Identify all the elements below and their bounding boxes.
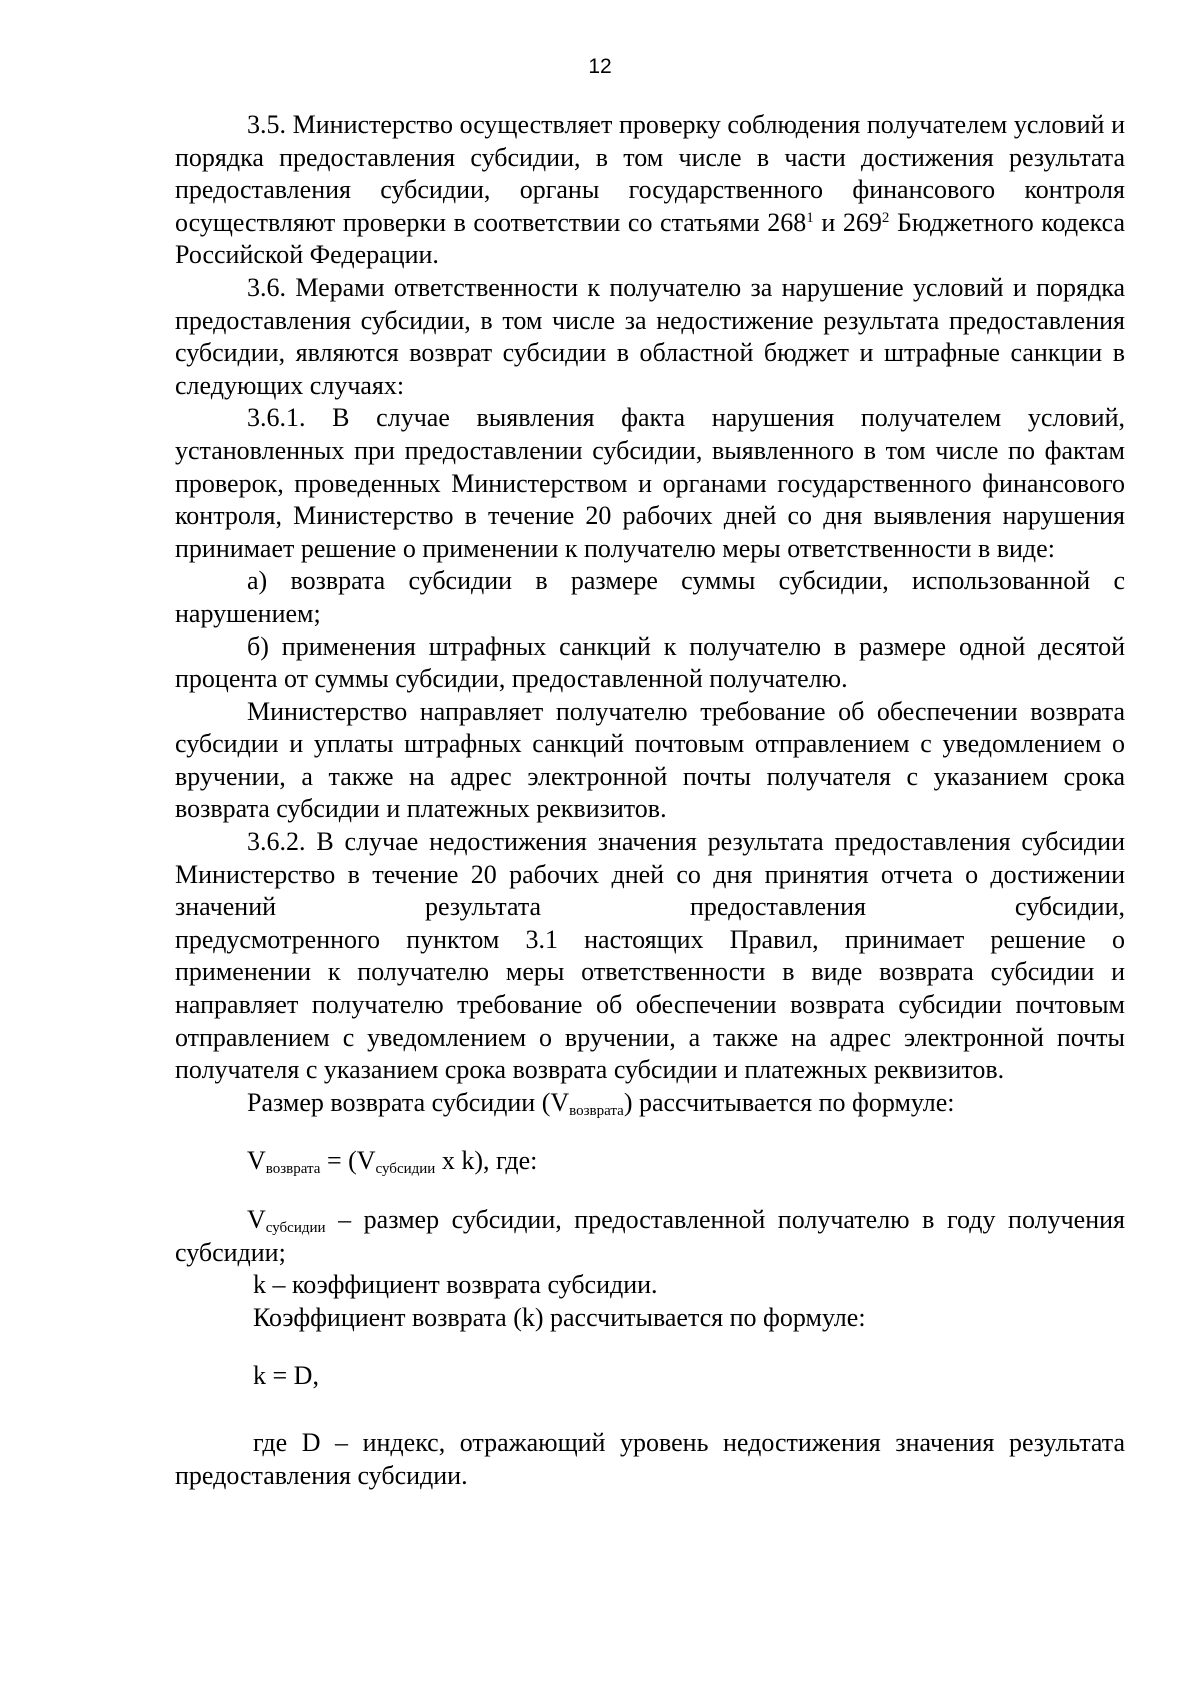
definition-v-text: – размер субсидии, предоставленной получателю в году получения субсидии; [175, 1205, 1125, 1267]
definition-d: где D – индекс, отражающий уровень недостижения значения результата предоставления субсидии. [175, 1427, 1125, 1490]
paragraph-3-6-2-rest: предусмотренного пунктом 3.1 настоящих Правил, принимает решение о применении к получателю меры ответственности в виде возврата субсидии и направляет получателю требование об обеспечении возврата субсидии почтовым отправлением с уведомлением о вручении, а также на адрес электронной почты получателя с указанием срока возврата субсидии и платежных реквизитов. [175, 924, 1125, 1085]
definition-v-subsidy [175, 1204, 1125, 1269]
paragraph-3-5 [175, 109, 1125, 272]
definition-k: k – коэффициент возврата субсидии. [253, 1270, 658, 1300]
paragraph-item-a: а) возврата субсидии в размере суммы субсидии, использованной с нарушением; [175, 566, 1125, 628]
formula-v-return [175, 1145, 1125, 1178]
formula-v1: V [247, 1146, 266, 1176]
definition-v: V [247, 1205, 266, 1234]
formula-mid: = (V [320, 1146, 376, 1176]
paragraph-3-6-2-start: 3.6.2. В случае недостижения значения результата предоставления субсидии Министерство в течение 20 рабочих дней со дня принятия отчета о достижении значений результата предоставления субсидии, [175, 827, 1125, 922]
return-size-post: ) рассчитывается по формуле: [623, 1087, 955, 1117]
paragraph-item-b: б) применения штрафных санкций к получателю в размере одной десятой процента от суммы субсидии, предоставленной получателю. [175, 631, 1125, 694]
return-size-sub: возврата [569, 1102, 624, 1119]
formula-k: k = D, [253, 1361, 319, 1391]
document-body [175, 109, 1125, 1492]
footnote-sup-1: 1 [806, 209, 814, 226]
paragraph-3-6-1: 3.6.1. В случае выявления факта нарушения получателем условий, установленных при предоставлении субсидии, выявленного в том числе по фактам проверок, проведенных Министерством и органами государственного финансового контроля, Министерство в течение 20 рабочих дней со дня выявления нарушения принимает решение о применении к получателю меры ответственности в виде: [175, 403, 1125, 563]
paragraph-3-5-tail: Бюджетного кодекса Российской Федерации. [175, 207, 1125, 270]
return-size-pre: Размер возврата субсидии (V [247, 1087, 570, 1117]
formula-v1-sub: возврата [265, 1161, 321, 1178]
footnote-sup-2: 2 [881, 209, 890, 226]
paragraph-3-5-mid: и 269 [813, 207, 882, 237]
paragraph-3-6: 3.6. Мерами ответственности к получателю за нарушение условий и порядка предоставления субсидии, в том числе за недостижение результата предоставления субсидии, являются возврат субсидии в областной бюджет и штрафные санкции в следующих случаях: [175, 272, 1125, 400]
definition-v-sub: субсидии [265, 1219, 326, 1236]
paragraph-3-5-main: 3.5. Министерство осуществляет проверку соблюдения получателем условий и порядка предоставления субсидии, в том числе в части достижения результата предоставления субсидии, органы государственного финансового контроля осуществляют проверки в соответствии со статьями 268 [175, 110, 1125, 237]
paragraph-return-size [175, 1087, 1125, 1120]
page-number: 12 [588, 55, 612, 78]
formula-v2-sub: субсидии [375, 1161, 436, 1178]
paragraph-ministry-requirement: Министерство направляет получателю требование об обеспечении возврата субсидии и уплаты штрафных санкций почтовым отправлением с уведомлением о вручении, а также на адрес электронной почты получателя с указанием срока возврата субсидии и платежных реквизитов. [175, 696, 1125, 824]
formula-post: x k), где: [435, 1146, 538, 1176]
paragraph-k-formula-intro: Коэффициент возврата (k) рассчитывается по формуле: [253, 1302, 866, 1332]
